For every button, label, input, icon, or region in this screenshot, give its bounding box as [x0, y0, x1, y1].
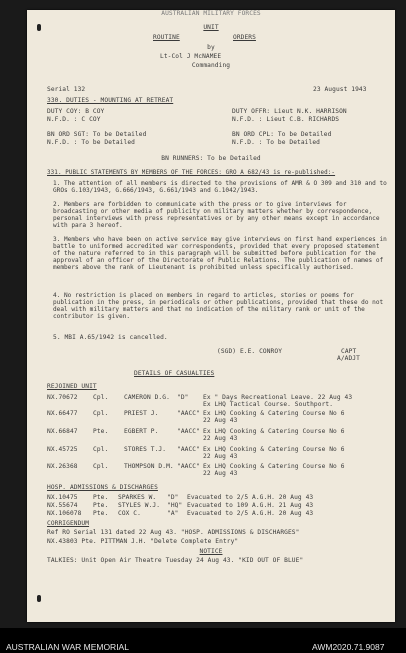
section-330-title: 330. DUTIES - MOUNTING AT RETREAT [47, 97, 174, 104]
entry-detail: 22 Aug 43 [203, 435, 238, 442]
entry-detail: Evacuated to 2/5 A.G.H. 20 Aug 43 [187, 494, 314, 501]
para-3: 3. Members who have been on active service may give interviews on first hand experiences in battle to uniformed accredited war correspondents, provided that every proposed statement of the nature referred to in this paragraph will be submitted before publication for the approval of an officer of the Directorate of Public Relations. The publication of names of members above the rank of Lieutenant is prohibited unless specifically authorised. [53, 236, 387, 271]
nfd-officer: N.F.D. : Lieut C.B. RICHARDS [232, 116, 340, 123]
rank: Pte. [93, 510, 109, 517]
para-1: 1. The attention of all members is directed to the provisions of AMR & O 309 and 310 and to GROs G.103/1943, G.666/1943, G.661/1943 and G.1042/1943. [53, 180, 387, 194]
member-name: EGBERT P. [124, 428, 159, 435]
company: "HQ" [167, 502, 183, 509]
hosp-heading: HOSP. ADMISSIONS & DISCHARGES [47, 484, 158, 491]
bn-runners: BN RUNNERS: To be Detailed [161, 155, 261, 162]
member-name: CAMERON D.G. [124, 394, 170, 401]
entry-detail: 22 Aug 43 [203, 470, 238, 477]
rank: Pte. [93, 502, 109, 509]
service-number: NX.70672 [47, 394, 78, 401]
member-name: PRIEST J. [124, 410, 159, 417]
service-number: NX.66847 [47, 428, 78, 435]
rank: Cpl. [93, 410, 109, 417]
commanding-text: Commanding [191, 62, 231, 69]
member-name: SPARKES W. [118, 494, 157, 501]
company: "A" [167, 510, 179, 517]
entry-detail: Ex LHQ Cooking & Catering Course No 6 [203, 428, 345, 435]
service-number: NX.106078 [47, 510, 82, 517]
punch-hole [37, 24, 41, 31]
entry-detail: Evacuated to 109 A.G.H. 21 Aug 43 [187, 502, 314, 509]
punch-hole [37, 595, 41, 602]
para-2: 2. Members are forbidden to communicate with the press or to give interviews for broadcasting or other media of publicity on military matters whether by correspondence, personal interviews with press representatives or by any other means except in accordance with para 3 hereof. [53, 201, 380, 229]
entry-detail: Ex LHQ Cooking & Catering Course No 6 [203, 410, 345, 417]
company: "AACC" [177, 410, 200, 417]
rank: Cpl. [93, 463, 109, 470]
entry-detail: Evacuated to 2/5 A.G.H. 20 Aug 43 [187, 510, 314, 517]
corrigendum-heading: CORRIGENDUM [47, 520, 90, 527]
rejoined-heading: REJOINED UNIT [47, 383, 97, 390]
section-331-title: 331. PUBLIC STATEMENTS BY MEMBERS OF THE FORCES: GRO A 682/43 is re-published:- [47, 170, 336, 176]
serial-number: Serial 132 [47, 86, 86, 93]
routine-heading: ROUTINE [153, 34, 180, 41]
order-date: 23 August 1943 [313, 86, 367, 93]
archive-name: AUSTRALIAN WAR MEMORIAL [6, 642, 129, 652]
entry-detail: 22 Aug 43 [203, 417, 238, 424]
duty-coy: DUTY COY: B COY [47, 108, 105, 115]
nfd-coy: N.F.D. : C COY [47, 116, 101, 123]
member-name: THOMPSON D.M. [124, 463, 174, 470]
member-name: COX C. [118, 510, 141, 517]
nfd-cpl: N.F.D. : To be Detailed [232, 139, 320, 146]
service-number: NX.66477 [47, 410, 78, 417]
entry-detail: Ex LHQ Cooking & Catering Course No 6 [203, 463, 345, 470]
casualties-title: DETAILS OF CASUALTIES [134, 370, 215, 377]
rank: Pte. [93, 428, 109, 435]
company: "D" [177, 394, 189, 401]
member-name: STORES T.J. [124, 446, 167, 453]
service-number: NX.45725 [47, 446, 78, 453]
notice-heading: NOTICE [199, 548, 223, 555]
entry-detail: 22 Aug 43 [203, 453, 238, 460]
rank: Cpl. [93, 446, 109, 453]
by-text: by [207, 44, 215, 51]
entry-detail: Ex LHQ Tactical Course. Southport. [203, 401, 334, 408]
company: "D" [167, 494, 179, 501]
member-name: STYLES W.J. [118, 502, 161, 509]
notice-text: TALKIES: Unit Open Air Theatre Tuesday 24 Aug 43. "KID OUT OF BLUE" [47, 557, 304, 564]
catalogue-number: AWM2020.71.9087 [312, 642, 385, 652]
service-number: NX.55674 [47, 502, 78, 509]
entry-detail: Ex LHQ Cooking & Catering Course No 6 [203, 446, 345, 453]
company: "AACC" [177, 428, 200, 435]
duty-officer: DUTY OFFR: Lieut N.K. HARRISON [232, 108, 347, 115]
rank: Pte. [93, 494, 109, 501]
nfd-sgt: N.F.D. : To be Detailed [47, 139, 135, 146]
para-5: 5. MBI A.65/1942 is cancelled. [53, 334, 168, 341]
orders-heading: ORDERS [233, 34, 256, 41]
company: "AACC" [177, 446, 200, 453]
bn-ord-sgt: BN ORD SGT: To be Detailed [47, 131, 147, 138]
para-4: 4. No restriction is placed on members in regard to articles, stories or poems for publication in the press, in periodicals or other publications, provided that these do not deal with military matters and that no indication of the military rank or unit of the contributor is given. [53, 292, 384, 320]
service-number: NX.10475 [47, 494, 78, 501]
corrigendum-entry: NX.43803 Pte. PITTMAN J.H. "Delete Complete Entry" [47, 538, 239, 545]
signature-role: A/ADJT [337, 355, 360, 362]
entry-detail: Ex " Days Recreational Leave. 22 Aug 43 [203, 394, 353, 401]
bn-ord-cpl: BN ORD CPL: To be Detailed [232, 131, 332, 138]
order-sheet [27, 10, 395, 622]
service-number: NX.26368 [47, 463, 78, 470]
commander-name: Lt-Col J McNAMEE [160, 53, 222, 60]
rank: Cpl. [93, 394, 109, 401]
document-letterhead: AUSTRALIAN MILITARY FORCES [161, 10, 261, 17]
signature-rank: CAPT [341, 348, 357, 355]
company: "AACC" [177, 463, 200, 470]
signature-name: (SGD) E.E. CONROY [217, 348, 283, 355]
corrigendum-ref: Ref RO Serial 131 dated 22 Aug 43. "HOSP. ADMISSIONS & DISCHARGES" [47, 529, 300, 536]
unit-heading: UNIT [203, 24, 219, 31]
